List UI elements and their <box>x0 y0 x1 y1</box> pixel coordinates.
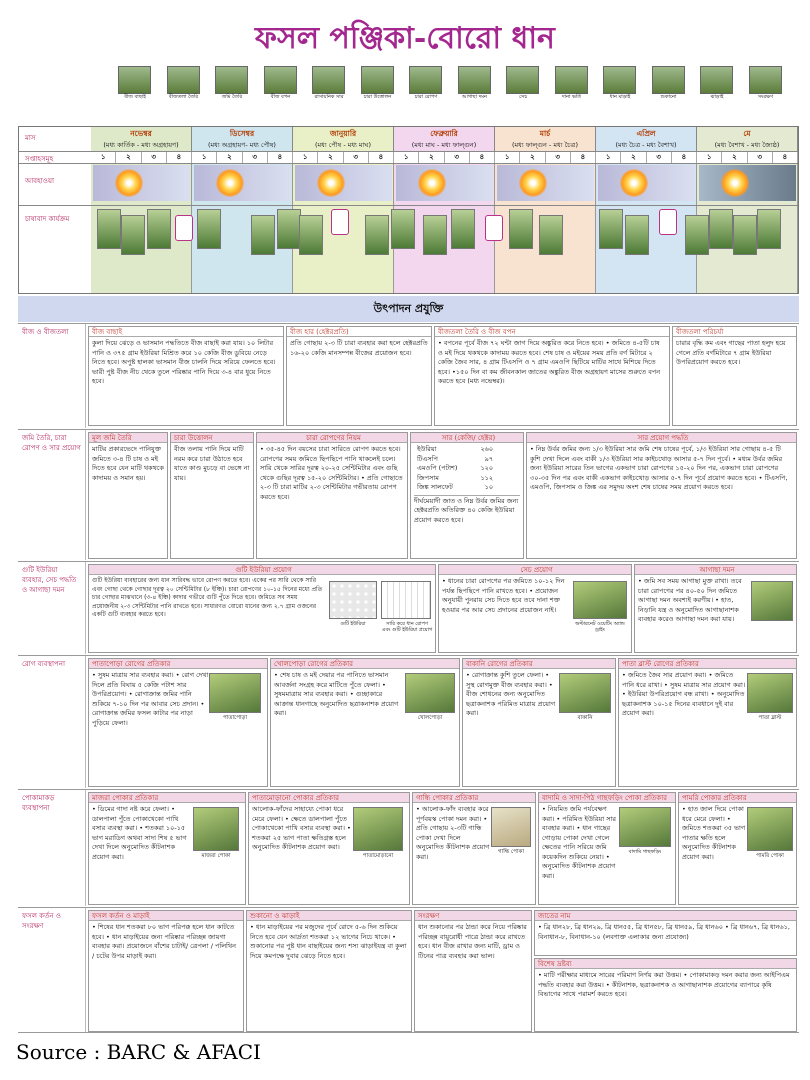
activity-photo <box>197 209 221 249</box>
row-land <box>18 429 799 560</box>
month-range: (মধ্য বৈশাখ - মধ্য জ্যৈষ্ঠ) <box>714 141 780 149</box>
image-caption: গান্ধি পোকা <box>498 849 524 855</box>
fertilizer-row <box>414 483 496 493</box>
box-title: খোলপোড়া রোগের প্রতিকার <box>271 659 459 669</box>
stage-photo-image <box>749 66 782 94</box>
box-seed-selection <box>88 326 284 426</box>
box-title: সংরক্ষণ <box>415 911 531 921</box>
stage-photo-image <box>215 66 248 94</box>
box-disease-leaf-blast <box>618 658 797 787</box>
image-caption: বাদামি গাছফড়িং <box>628 849 662 855</box>
box-title: ফসল কর্তন ও মাড়াই <box>89 911 243 921</box>
image-caption: পামরি পোকা <box>756 853 784 859</box>
stage-photo-image <box>506 66 539 94</box>
activity-photo <box>539 215 563 255</box>
activity-photo <box>147 209 171 249</box>
box-guti-urea <box>88 564 436 653</box>
box-title: চারা উত্তোলন <box>171 433 253 443</box>
box-text: • ডিমের গাদা নষ্ট করে ফেলা। • ডালপালা পুঁতে পোকাখেকো পাখি বসার ব্যবস্থা করা। • শতকরা ১০-১৫ ভাগ মরাডিগ অথবা সাদা শিষ ৫ ভাগ দেখা দিলে অনুমোদিত কীটনাশক প্রয়োগ করা। <box>92 805 187 861</box>
pest-image <box>747 807 793 851</box>
box-title: বীজ হার (হেক্টরপ্রতি) <box>287 327 431 337</box>
month-row-label: মাস <box>25 134 36 142</box>
box-title: বীজতলা পরিচর্যা <box>673 327 796 337</box>
activity-photo <box>365 215 389 255</box>
week-number: ৩ <box>546 151 571 163</box>
box-disease-bakanae <box>462 658 616 787</box>
week-number: ৩ <box>243 151 268 163</box>
activity-photo <box>599 209 623 249</box>
source-credit: Source : BARC & AFACI <box>16 1040 261 1064</box>
sun-icon <box>216 169 244 197</box>
stage-photo <box>700 66 733 106</box>
stage-photo-caption: চারা রোপণ <box>414 94 438 100</box>
activity-photo <box>625 215 649 255</box>
stage-photo-caption: ঝাড়াই <box>710 94 724 100</box>
week-number: ১ <box>697 151 722 163</box>
box-title: বাকানি রোগের প্রতিকার <box>463 659 615 669</box>
box-text: • সুষম মাত্রায় সার ব্যবহার করা। • রোগ দেখা দিলে প্রতি বিঘায় ৫ কেজি পটাশ সার উপরিপ্রয়োগ। • রোগাক্রান্ত জমির পানি শুকিয়ে ৭-১০ দিন পর আবার সেচ প্রদান। • রোগাক্রান্ত জমির ফসল কাটার পর নাড়া পুড়িয়ে ফেলা। <box>92 671 209 727</box>
box-disease-sheath-blight <box>270 658 460 787</box>
box-fertilizer-method <box>526 432 797 559</box>
stage-photo <box>506 66 539 106</box>
crop-calendar <box>18 126 799 294</box>
month-range: (মধ্য মাঘ - মধ্য ফাল্গুন) <box>411 141 477 149</box>
box-varieties <box>534 910 797 956</box>
box-seedling-uproot <box>170 432 254 559</box>
row-guti-urea <box>18 561 799 654</box>
activity-photo <box>423 215 447 255</box>
row-disease <box>18 655 799 788</box>
stage-photo-image <box>700 66 733 94</box>
box-text: • ধানের চারা রোপণের পর জমিতে ১০-১২ দিন পর্যন্ত ছিপছিপে পানি রাখতে হবে। • প্রয়োজন অনুযায়ী পুনরায় সেচ দিতে হবে তবে দানা শক্ত হওয়ার পর আর সেচ প্রদানের প্রয়োজন নাই। <box>442 577 565 614</box>
week-number: ৪ <box>268 151 293 163</box>
box-text: • ধান মাড়াইয়ের পর মজুদের পূর্বে রোদে ৫-৬ দিন শুকিয়ে নিতে হবে যেন আর্দ্রতা শতকরা ১২ ভাগের নিচে থাকে। • শুকানোর পর পুষ্ট ধান বাছাইয়ের জন্য শস্য ঝাড়াইযন্ত্র বা কুলা দিয়ে কমপক্ষে দুবার ঝেড়ে নিতে হবে। <box>250 923 407 960</box>
week-number: ৩ <box>344 151 369 163</box>
sun-icon <box>115 169 143 197</box>
week-number: ২ <box>722 151 747 163</box>
box-title: গুটি ইউরিয়া প্রয়োগ <box>89 565 435 575</box>
month-range: (মধ্য ফাল্গুন - মধ্য চৈত্র) <box>512 141 578 149</box>
box-title: মূল জমি তৈরি <box>89 433 167 443</box>
fertilizer-amount: ৯৭ <box>484 454 494 463</box>
weed-image <box>751 581 793 621</box>
stage-photo-caption: বীজ বপন <box>270 94 291 100</box>
box-title: বীজ বাছাই <box>89 327 283 337</box>
image-caption: পাতামোড়ানো <box>362 853 394 859</box>
disease-image <box>209 673 261 713</box>
pest-image <box>491 807 531 847</box>
activity-photo <box>757 209 781 249</box>
disease-image <box>559 673 611 713</box>
pest-image <box>619 807 671 847</box>
stage-photo-caption: জমি তৈরি <box>221 94 243 100</box>
box-text: • ৩৫-৪৫ দিন বয়সের চারা সারিতে রোপণ করতে হবে। রোপণের সময় জমিতে ছিপছিপে পানি থাকলেই চলে। সারি থেকে সারির দূরত্ব ২০-২৫ সেন্টিমিটার এবং গুছি থেকে গুছির দূরত্ব ১৫-২০ সেন্টিমিটার। • প্রতি গোছাতে ২-৩ টি চারা মাটির ২-৩ সেন্টিমিটার গভীরতায় রোপণ করতে হবে। <box>260 445 403 501</box>
box-text: মাটির প্রকারভেদে পানিযুক্ত জমিতে ৩-৪ টি চাষ ও মই দিতে হবে যেন মাটি থকথকে কাদাময় ও সমান হয়। <box>92 445 164 482</box>
week-number: ৪ <box>773 151 798 163</box>
activity-photo <box>659 209 677 235</box>
box-title: সার (কেজি/ হেক্টর) <box>411 433 523 443</box>
stage-photo-image <box>458 66 491 94</box>
stage-photo-image <box>118 66 151 94</box>
row-divider <box>19 205 798 206</box>
stage-photo-image <box>361 66 394 94</box>
week-number: ১ <box>293 151 318 163</box>
image-caption: মাজরা পোকা <box>201 853 231 859</box>
image-caption: বাকানি <box>577 715 593 721</box>
box-title: বিশেষ দ্রষ্টব্য <box>535 959 796 969</box>
row-label: গুটি ইউরিয়া ব্যবহার, সেচ পদ্ধতি ও আগাছা দমন <box>18 562 86 654</box>
box-pest-gandhi-bug <box>412 792 536 905</box>
fertilizer-name: জিপসাম <box>417 473 439 482</box>
activity-photo <box>485 215 503 241</box>
box-drying-winnowing <box>246 910 412 1032</box>
box-transplant <box>256 432 408 559</box>
guti-layout-image <box>381 581 431 619</box>
fertilizer-amount: ১২০ <box>480 464 494 472</box>
week-number: ১ <box>394 151 419 163</box>
sun-icon <box>418 169 446 197</box>
row-label: ফসল কর্তন ও সংরক্ষণ <box>18 908 86 1032</box>
stage-photo-caption: সেচ <box>518 94 528 100</box>
month-header <box>293 127 394 151</box>
stage-photo <box>215 66 248 106</box>
stage-photo <box>652 66 685 106</box>
box-text: • হাত জাল দিয়ে পোকা ধরে মেরে ফেলা। • জমিতে শতকরা ৩৫ ভাগ পাতার ক্ষতি হলে অনুমোদিত কীটনাশক প্রয়োগ করা। <box>682 805 746 861</box>
box-text: • শিষের ধান শতকরা ৮০ ভাগ পরিপক্ক হলে ধান কাটতে হবে। • ধান মাড়াইয়ের জন্য পরিষ্কার পরিচ্ছন্ন জায়গা ব্যবহার করা। প্রয়োজনে বাঁশের চাটাই/ ত্রেপলা / পলিথিন / চটের উপর মাড়াই করা। <box>92 923 237 960</box>
activity-photo <box>175 215 193 241</box>
month-name: মে <box>743 129 751 138</box>
box-title: পামরি পোকার প্রতিকার <box>679 793 796 803</box>
activity-photo <box>451 209 475 249</box>
box-storage <box>414 910 532 1032</box>
box-text: চারার বৃদ্ধি কম এবং গাছের পাতা হলুদ হয়ে গেলে প্রতি বর্গমিটারে ৭ গ্রাম ইউরিয়া উপরিপ্রয়োগ করতে হবে। <box>676 339 786 366</box>
disease-image <box>405 673 455 713</box>
week-number: ৩ <box>748 151 773 163</box>
stage-photo <box>555 66 588 106</box>
box-seed-rate <box>286 326 432 426</box>
stage-photo-image <box>264 66 297 94</box>
box-irrigation <box>438 564 632 653</box>
month-name: মার্চ <box>539 129 551 138</box>
month-name: ডিসেম্বর <box>229 129 255 138</box>
activity-photo <box>299 215 323 255</box>
row-label: জমি তৈরি, চারা রোপণ ও সার প্রয়োগ <box>18 430 86 560</box>
box-harvest-threshing <box>88 910 244 1032</box>
month-header <box>495 127 596 151</box>
month-header <box>596 127 697 151</box>
month-range: (মধ্য কার্তিক - মধ্য অগ্রহায়ণ) <box>103 141 179 149</box>
fertilizer-name: টিএসপি <box>417 454 438 463</box>
row-label: পোকামাকড় ব্যবস্থাপনা <box>18 790 86 906</box>
pest-image <box>193 807 239 851</box>
month-header <box>91 127 192 151</box>
fertilizer-row <box>414 474 496 484</box>
stage-photo <box>312 66 345 106</box>
stage-photo-caption: সংরক্ষণ <box>757 94 774 100</box>
box-title: সার প্রয়োগ পদ্ধতি <box>527 433 796 443</box>
fertilizer-row <box>414 445 496 455</box>
box-text: ধান শুকানোর পর ঠান্ডা করে নিয়ে পরিষ্কার পরিচ্ছন্ন বায়ুরোধী পাত্রে ঠান্ডা করে রাখতে হবে। ধান বীজ রাখার জন্য মাটি, ড্রাম ও টিনের পাত্র ব্যবহার করা ভাল। <box>418 923 527 960</box>
activity-photo <box>733 215 757 255</box>
stage-photo-caption: দানা ভর্তি <box>561 94 581 100</box>
week-number: ৩ <box>445 151 470 163</box>
stage-photo-caption: চারা উত্তোলন <box>363 94 392 100</box>
week-number: ২ <box>621 151 646 163</box>
month-range: (মধ্য চৈত্র - মধ্য বৈশাখ) <box>615 141 677 149</box>
fertilizer-amount: ১০ <box>484 483 494 491</box>
fertilizer-table <box>414 445 496 493</box>
week-row-label: সপ্তাহসমূহ <box>25 155 54 163</box>
activity-photo <box>331 209 349 235</box>
week-number: ৩ <box>647 151 672 163</box>
image-caption: অল্টারনেট ওয়েটিং অ্যান্ড ড্রাইং <box>575 621 625 633</box>
week-number: ৪ <box>571 151 596 163</box>
stage-photo-strip <box>112 66 802 124</box>
sun-icon <box>317 169 345 197</box>
irrigation-image <box>573 581 627 619</box>
row-label: বীজ ও বীজতলা <box>18 324 86 428</box>
row-label: রোগ ব্যবস্থাপনা <box>18 656 86 788</box>
stage-photo <box>749 66 782 106</box>
box-title: মাজরা পোকার প্রতিকার <box>89 793 245 803</box>
box-title: পাতাপোড়া রোগের প্রতিকার <box>89 659 267 669</box>
box-text: • মাটি পরীক্ষার মাধ্যমে সারের পরিমাণ নির্ণয় করা উত্তম। • পোকামাকড় দমন করার জন্য আইপিএম পদ্ধতি ব্যবহার করা উত্তম। • কীটনাশক, ছত্রাকনাশক ও আগাছানাশক প্রয়োগের ব্যাপারে কৃষি বিভাগের সাথে পরামর্শ করতে হবে। <box>538 971 790 998</box>
box-text: কুলা দিয়ে ঝেড়ে ও ভাসমান পদ্ধতিতে বীজ বাছাই করা যায়। ১০ লিটার পানি ও ৩৭৫ গ্রাম ইউরিয়া মিশ্রিত করে ১০ কেজি বীজ ডুবিয়ে নেড়ে নিতে হবে। অপুষ্ট হালকা ভাসমান বীজ চালনি দিয়ে সরিয়ে ফেলতে হবে। ভারী পুষ্ট বীজ নীচ থেকে তুলে পরিষ্কার পানি দিয়ে ৩-৪ বার ধুয়ে নিতে হবে। <box>92 339 276 385</box>
box-text: • নিয়মিত জমি পর্যবেক্ষণ করা। • পরিমিত ইউরিয়া সার ব্যবহার করা। • ধান গাছের গোড়ায় পোকা দেখা গেলে ক্ষেতের পানি সরিয়ে জমি কয়েকদিন শুকিয়ে নেয়া। • অনুমোদিত কীটনাশক প্রয়োগ করা। <box>542 805 616 880</box>
month-name: এপ্রিল <box>636 129 656 138</box>
stage-photo <box>118 66 151 106</box>
stage-photo <box>409 66 442 106</box>
box-title: আগাছা দমন <box>635 565 796 575</box>
stage-photo-image <box>603 66 636 94</box>
activity-photo <box>709 209 733 249</box>
fertilizer-name: ইউরিয়া <box>417 445 437 453</box>
week-number: ২ <box>419 151 444 163</box>
week-number: ১ <box>192 151 217 163</box>
week-number: ২ <box>217 151 242 163</box>
box-fertilizer <box>410 432 524 559</box>
image-caption: পাতা ব্লাস্ট <box>758 715 782 721</box>
week-number: ৪ <box>167 151 192 163</box>
sun-icon <box>620 169 648 197</box>
image-caption: সারি করে ধান রোপণ এবং গুটি ইউরিয়া প্রয়োগ <box>381 621 433 633</box>
month-name: নভেম্বর <box>130 129 152 138</box>
week-number: ১ <box>495 151 520 163</box>
activity-photo <box>509 209 533 249</box>
activity-photo <box>277 209 301 249</box>
box-seedbed-care <box>672 326 797 426</box>
box-pest-plant-hopper <box>538 792 676 905</box>
box-title: শুকানো ও ঝাড়াই <box>247 911 411 921</box>
box-title: চারা রোপণের নিয়ম <box>257 433 407 443</box>
section-title: উৎপাদন প্রযুক্তি <box>18 296 799 322</box>
box-land-prep <box>88 432 168 559</box>
activity-row-label: চাষাবাদ কার্যক্রম <box>25 215 70 223</box>
box-title: বাদামি ও সাদা-পিঠ গাছফড়িং পোকা প্রতিকার <box>539 793 675 803</box>
box-text: আলোক-ফাঁদের সাহায্যে পোকা ধরে মেরে ফেলা। • ক্ষেতে ডালপালা পুঁতে পোকাখেকো পাখি বসার ব্যবস্থা করা। • শতকরা ২৫ ভাগ পাতা ক্ষতিগ্রস্ত হলে অনুমোদিত কীটনাশক প্রয়োগ করা। <box>252 805 351 851</box>
image-caption: পাতাপোড়া <box>222 715 248 721</box>
fertilizer-row <box>414 464 496 474</box>
row-seed <box>18 323 799 428</box>
image-caption: গুটি ইউরিয়া <box>340 621 366 627</box>
box-disease-bacterial-blight <box>88 658 268 787</box>
box-text: • নিম্ন উর্বর জমির জন্য ১/৩ ইউরিয়া সার জমি শেষ চাষের পূর্বে, ১/৩ ইউরিয়া সার গোছায় ৪-৫ টি কুশি দেখা দিলে এবং বাকী ১/৩ ইউরিয়া সার কাইচথোড় আসার ৫-৭ দিন পূর্বে। • মধ্যম উর্বর জমির জন্য ইউরিয়া সারের তিন ভাগের একভাগ চারা রোপণের ১৫-২০ দিন পর, একভাগ চারা রোপণের ৩০-৩৫ দিন পর এবং বাকী একভাগ কাইচথোড় আসার ৫-৭ দিন পূর্বে প্রয়োগ করতে হবে। • টিএসপি, এমওপি, জিপসাম ও জিঙ্ক এর সমুদয় অংশ শেষ চাষের সময় প্রয়োগ করতে হবে। <box>530 445 788 491</box>
box-text: • জমি সব সময় আগাছা মুক্ত রাখা। তবে চারা রোপণের পর ৪০-৫০ দিন জমিতে আগাছা দমন অবশ্যই করণীয়। • হাত, নিড়ানি যন্ত্র ও অনুমোদিত আগাছানাশক ব্যবহার করেও আগাছা দমন করা যায়। <box>638 577 742 623</box>
week-number: ২ <box>116 151 141 163</box>
box-weed-control <box>634 564 797 653</box>
row-pest <box>18 789 799 906</box>
box-title: জাতের নাম <box>535 911 796 921</box>
stage-photo-caption: বীজতলা তৈরি <box>168 94 199 100</box>
week-number: ১ <box>596 151 621 163</box>
box-text: • আলোক-ফাঁদ ব্যবহার করে পূর্ণবয়স্ক পোকা দমন করা। • প্রতি গোছায় ২-৩টি গান্ধি পোকা দেখা দিলে অনুমোদিত কীটনাশক প্রয়োগ করা। <box>416 805 490 861</box>
stage-photo-caption: শুকানো <box>660 94 677 100</box>
stage-photo-caption: রাসায়নিক সার <box>314 94 344 100</box>
box-text: • বপনের পূর্বে বীজ ৭২ ঘন্টা জাগ দিয়ে অঙ্কুরিত করে নিতে হবে। • জমিতে ৪-৫টি চাষ ও মই দিয়ে থকথকে কাদাময় করতে হবে। শেষ চাষ ও মইয়ের সময় প্রতি বর্গ মিটারে ২ কেজি জৈব সার, ৪ গ্রাম টিএসপি ও ৭ গ্রাম এমওপি ছিটিয়ে মাটির সাথে মিশিয়ে দিতে হবে। •১৫০ দিন বা কম জীবনকাল জাতের অঙ্কুরিত বীজ অগ্রহায়ণ মাসের শুরুতে বপন করতে হবে (মধ্য নভেম্বর)। <box>438 339 661 385</box>
stage-photo-image <box>167 66 200 94</box>
page-title: ফসল পঞ্জিকা-বোরো ধান <box>255 21 555 56</box>
week-number: ২ <box>520 151 545 163</box>
fertilizer-amount: ১১২ <box>480 473 494 482</box>
guti-urea-image <box>329 581 377 619</box>
row-divider <box>19 151 798 152</box>
box-text: • জমিতে জৈব সার প্রয়োগ করা। • জমিতে পানি ধরে রাখা। • সুষম মাত্রায় সার প্রয়োগ করা। • ইউরিয়া উপরিপ্রয়োগ বন্ধ রাখা। • অনুমোদিত ছত্রাকনাশক ১০-১৫ দিনের ব্যবধানে দুই বার প্রয়োগ করা। <box>622 671 746 717</box>
stage-photo-caption: আগাছা দমন <box>461 94 488 100</box>
box-text: • ব্রি ধান২৮, ব্রি ধান২৯, ব্রি ধান৫৫, ব্রি ধান৫৮, ব্রি ধান৫৯, ব্রি ধান৬০ • ব্রি ধান৬৭, ব্রি ধান৬১, বিনাধান-৮, বিনাধান-১০ (লবণাক্ত এলাকার জন্য প্রযোজ্য) <box>538 923 790 941</box>
stage-photo <box>167 66 200 106</box>
activity-photo <box>391 209 415 249</box>
fertilizer-row <box>414 455 496 465</box>
stage-photo-image <box>409 66 442 94</box>
stage-photo-image <box>312 66 345 94</box>
week-number: ৩ <box>142 151 167 163</box>
stage-photo <box>458 66 491 106</box>
fertilizer-name: এমওপি (পটাশ) <box>417 464 458 472</box>
row-divider <box>19 163 798 164</box>
activity-photo <box>121 215 145 255</box>
box-title: বীজতলা তৈরি ও বীজ বপন <box>435 327 669 337</box>
box-title: সেচ প্রয়োগ <box>439 565 631 575</box>
stage-photo <box>264 66 297 106</box>
box-text: গুটি ইউরিয়া ব্যবহারের জন্য ধান সারিবদ্ধ ভাবে রোপণ করতে হবে। একের পর সারি থেকে সারি এবং গোছা থেকে গোছার দূরত্ব ২০ সেন্টিমিটার (৮ ইঞ্চি)। চারা রোপণের ১০-১৫ দিনের মধ্যে প্রতি চার গোছার মাঝখানে (৩-৪ ইঞ্চি) কাদার গভীরে গুটি পুঁতে দিতে হবে। জমিতে সব সময় প্রয়োজনীয় ২-৩ সেন্টিমিটার পানি রাখতে হবে। সাধারণত বোরো ধানের জন্য ২.৭ গ্রাম ওজনের একটি গুটি ব্যবহার করতে হবে। <box>92 577 323 619</box>
box-pest-stem-borer <box>88 792 246 905</box>
month-header <box>192 127 293 151</box>
box-title: পাতামোড়ানো পোকার প্রতিকার <box>249 793 409 803</box>
sun-icon <box>519 169 547 197</box>
fertilizer-name: জিঙ্ক সালফেট <box>417 483 453 491</box>
pest-image <box>353 807 403 851</box>
stage-photo <box>603 66 636 106</box>
week-number: ৪ <box>369 151 394 163</box>
week-number: ২ <box>318 151 343 163</box>
box-special-note <box>534 958 797 1032</box>
stage-photo-caption: বীজ বাছাই <box>124 94 146 100</box>
disease-image <box>747 673 793 713</box>
activity-photo <box>97 209 121 249</box>
box-text: প্রতি গোছায় ২-৩ টি চারা ব্যবহার করা হলে হেক্টরপ্রতি ১৬-২০ কেজি মানসম্পন্ন বীজের প্রয়োজন হবে। <box>290 339 428 357</box>
week-number: ৪ <box>672 151 697 163</box>
sun-icon <box>721 169 749 197</box>
fertilizer-amount: ২৬০ <box>480 445 494 453</box>
stage-photo-image <box>555 66 588 94</box>
week-number: ৪ <box>470 151 495 163</box>
month-range: (মধ্য পৌষ - মধ্য মাঘ) <box>315 141 371 149</box>
image-caption: খোলপোড়া <box>417 715 443 721</box>
box-note: দীর্ঘমেয়াদী জাত ও নিম্ন উর্বর জমির জন্য হেক্টরপ্রতি অতিরিক্ত ৪০ কেজি ইউরিয়া প্রয়োগ করতে হবে। <box>414 496 519 524</box>
box-text: • রোগাক্রান্ত কুশি তুলে ফেলা। • সুস্থ রোগমুক্ত বীজ ব্যবহার করা। • বীজ শোধনের জন্য অনুমোদিত ছত্রাকনাশক পরিমিত মাত্রায় প্রয়োগ করা। <box>466 671 556 717</box>
month-range: (মধ্য অগ্রহায়ণ- মধ্য পৌষ) <box>208 141 276 149</box>
month-header <box>697 127 798 151</box>
activity-photo <box>685 215 709 255</box>
month-header <box>394 127 495 151</box>
week-number: ১ <box>91 151 116 163</box>
box-title: গান্ধি পোকার প্রতিকার <box>413 793 535 803</box>
month-name: ফেব্রুয়ারি <box>430 129 458 138</box>
month-name: জানুয়ারি <box>329 129 357 138</box>
weather-row-label: আবহাওয়া <box>25 177 55 185</box>
stage-photo-image <box>652 66 685 94</box>
stage-photo <box>361 66 394 106</box>
box-pest-leaf-roller <box>248 792 410 905</box>
row-harvest <box>18 907 799 1033</box>
box-text: • শেষ চাষ ও মই দেয়ার পর পানিতে ভাসমান আবর্জনা সংগ্রহ করে মাটিতে পুঁতে ফেলা। • সুষমমাত্রায় সার ব্যবহার করা। • গুচ্ছাকারে আক্রান্ত ধানগাছে অনুমোদিত ছত্রাকনাশক প্রয়োগ করা। <box>274 671 399 717</box>
activity-photo <box>251 215 275 255</box>
stage-photo-caption: ধান মাড়াই <box>609 94 631 100</box>
box-pest-hispa <box>678 792 797 905</box>
box-title: পাতা ব্লাস্ট রোগের প্রতিকার <box>619 659 796 669</box>
box-seedbed <box>434 326 670 426</box>
box-text: বীজ তলায় পানি দিয়ে মাটি নরম করে চারা উঠাতে হবে যাতে কাণ্ড মুচড়ে বা ভেঙ্গে না যায়। <box>174 445 250 482</box>
